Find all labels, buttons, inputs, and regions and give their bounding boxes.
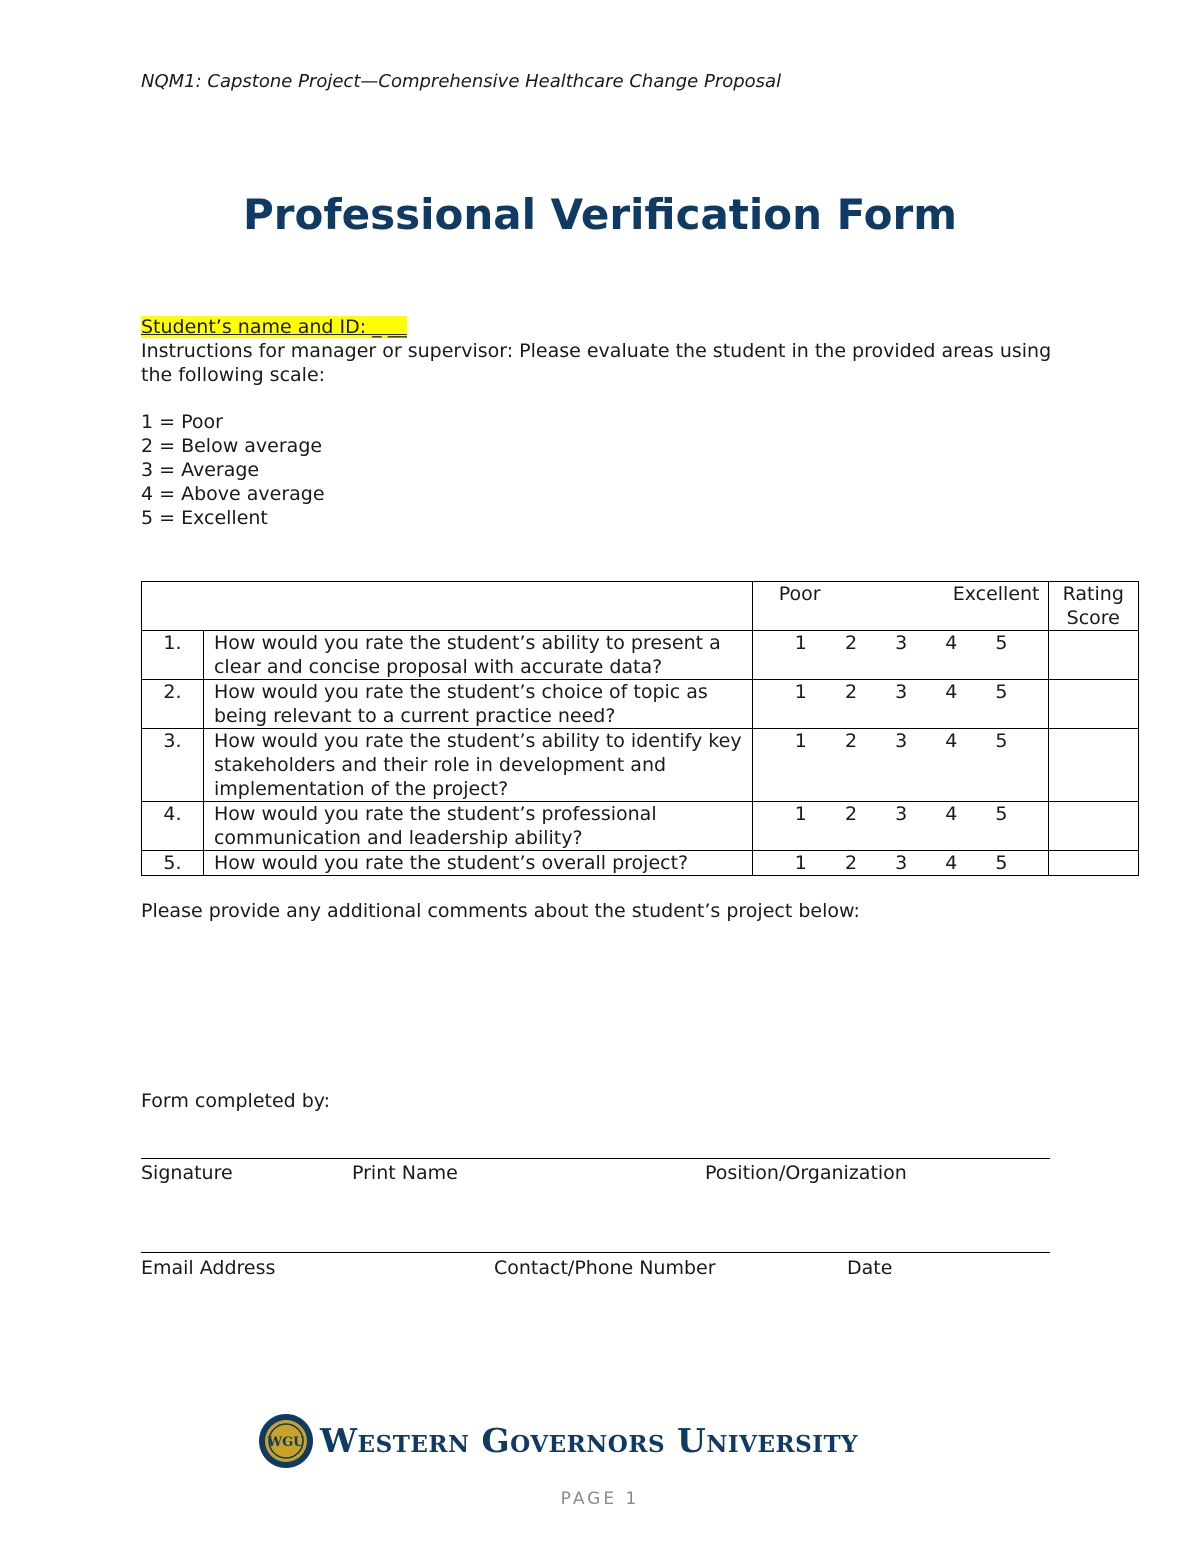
- page-number: PAGE 1: [560, 1489, 640, 1509]
- row-number: 2.: [142, 680, 204, 729]
- comments-prompt: Please provide any additional comments about the student’s project below:: [141, 900, 860, 922]
- page-title: Professional Verification Form: [243, 190, 957, 239]
- wgu-wordmark: [320, 1421, 858, 1460]
- email-address-label: Email Address: [141, 1257, 276, 1279]
- score-option[interactable]: 5: [995, 803, 1008, 825]
- scale-item: 3 = Average: [141, 459, 260, 481]
- running-header: NQM1: Capstone Project—Comprehensive Healthcare Change Proposal: [141, 71, 782, 92]
- scale-item: 1 = Poor: [141, 411, 223, 433]
- rating-score-cell[interactable]: [1048, 802, 1138, 851]
- score-option[interactable]: 3: [895, 681, 908, 703]
- date-label: Date: [847, 1257, 893, 1279]
- row-question: How would you rate the student’s ability to identify key stakeholders and their role in development and implementation of the project?: [203, 729, 752, 802]
- table-row: [142, 802, 1139, 851]
- score-option[interactable]: 3: [895, 852, 908, 874]
- table-row: [142, 851, 1139, 876]
- position-organization-label: Position/Organization: [705, 1162, 907, 1184]
- row-number: 1.: [142, 631, 204, 680]
- rating-score-cell[interactable]: [1048, 851, 1138, 876]
- contact-phone-label: Contact/Phone Number: [494, 1257, 716, 1279]
- scale-item: 2 = Below average: [141, 435, 323, 457]
- student-name-label: Student’s name and ID: _ __: [141, 316, 407, 338]
- score-options[interactable]: [752, 851, 1048, 876]
- score-option[interactable]: 1: [794, 632, 807, 654]
- wgu-wordmark-text: Western Governors University: [320, 1421, 859, 1460]
- score-option[interactable]: 3: [895, 803, 908, 825]
- comments-area[interactable]: [141, 930, 1139, 1070]
- score-option[interactable]: 1: [794, 681, 807, 703]
- rating-score-cell[interactable]: [1048, 631, 1138, 680]
- score-option[interactable]: 3: [895, 730, 908, 752]
- scale-item: 4 = Above average: [141, 483, 325, 505]
- instructions: Instructions for manager or supervisor: Please evaluate the student in the provided areas using the following scale:: [141, 340, 1052, 386]
- row-question: How would you rate the student’s professional communication and leadership ability?: [203, 802, 752, 851]
- row-number: 4.: [142, 802, 204, 851]
- score-option[interactable]: 1: [794, 803, 807, 825]
- score-option[interactable]: 4: [945, 681, 958, 703]
- score-options[interactable]: [752, 729, 1048, 802]
- score-option[interactable]: 2: [844, 730, 858, 752]
- header-poor: Poor: [778, 583, 821, 605]
- signature-line[interactable]: [141, 1158, 1050, 1159]
- score-option[interactable]: 4: [945, 852, 958, 874]
- score-options[interactable]: [752, 680, 1048, 729]
- score-option[interactable]: 1: [794, 852, 807, 874]
- contact-line[interactable]: [141, 1252, 1050, 1253]
- row-question: How would you rate the student’s overall project?: [203, 851, 752, 876]
- score-options[interactable]: [752, 631, 1048, 680]
- table-row: [142, 680, 1139, 729]
- header-excellent: Excellent: [952, 583, 1040, 605]
- score-option[interactable]: 5: [995, 852, 1008, 874]
- scale-item: 5 = Excellent: [141, 507, 268, 529]
- score-option[interactable]: 5: [995, 632, 1008, 654]
- table-row: [142, 631, 1139, 680]
- table-header-row: [142, 582, 1139, 631]
- score-option[interactable]: 1: [794, 730, 807, 752]
- wgu-seal-icon: [258, 1413, 314, 1469]
- score-option[interactable]: 5: [995, 730, 1008, 752]
- rating-score-cell[interactable]: [1048, 729, 1138, 802]
- wgu-seal-letters: WGU: [267, 1435, 305, 1450]
- row-question: How would you rate the student’s ability to present a clear and concise proposal with accurate data?: [203, 631, 752, 680]
- score-option[interactable]: 4: [945, 730, 958, 752]
- print-name-label: Print Name: [352, 1162, 458, 1184]
- student-name-field[interactable]: [141, 315, 407, 339]
- row-number: 5.: [142, 851, 204, 876]
- score-option[interactable]: 2: [844, 803, 858, 825]
- score-option[interactable]: 5: [995, 681, 1008, 703]
- row-number: 3.: [142, 729, 204, 802]
- score-option[interactable]: 2: [844, 852, 858, 874]
- score-options[interactable]: [752, 802, 1048, 851]
- score-option[interactable]: 4: [945, 632, 958, 654]
- table-row: [142, 729, 1139, 802]
- rating-score-cell[interactable]: [1048, 680, 1138, 729]
- signature-label: Signature: [141, 1162, 233, 1184]
- form-completed-by: Form completed by:: [141, 1090, 331, 1112]
- rating-scale-legend: [141, 410, 325, 530]
- score-option[interactable]: 3: [895, 632, 908, 654]
- header-rating-score: Rating Score: [1048, 582, 1138, 631]
- rating-table: [141, 581, 1139, 876]
- wgu-logo: [258, 1413, 908, 1473]
- score-option[interactable]: 2: [844, 681, 858, 703]
- score-option[interactable]: 4: [945, 803, 958, 825]
- row-question: How would you rate the student’s choice of topic as being relevant to a current practice need?: [203, 680, 752, 729]
- score-option[interactable]: 2: [844, 632, 858, 654]
- scale-header: [752, 582, 1048, 631]
